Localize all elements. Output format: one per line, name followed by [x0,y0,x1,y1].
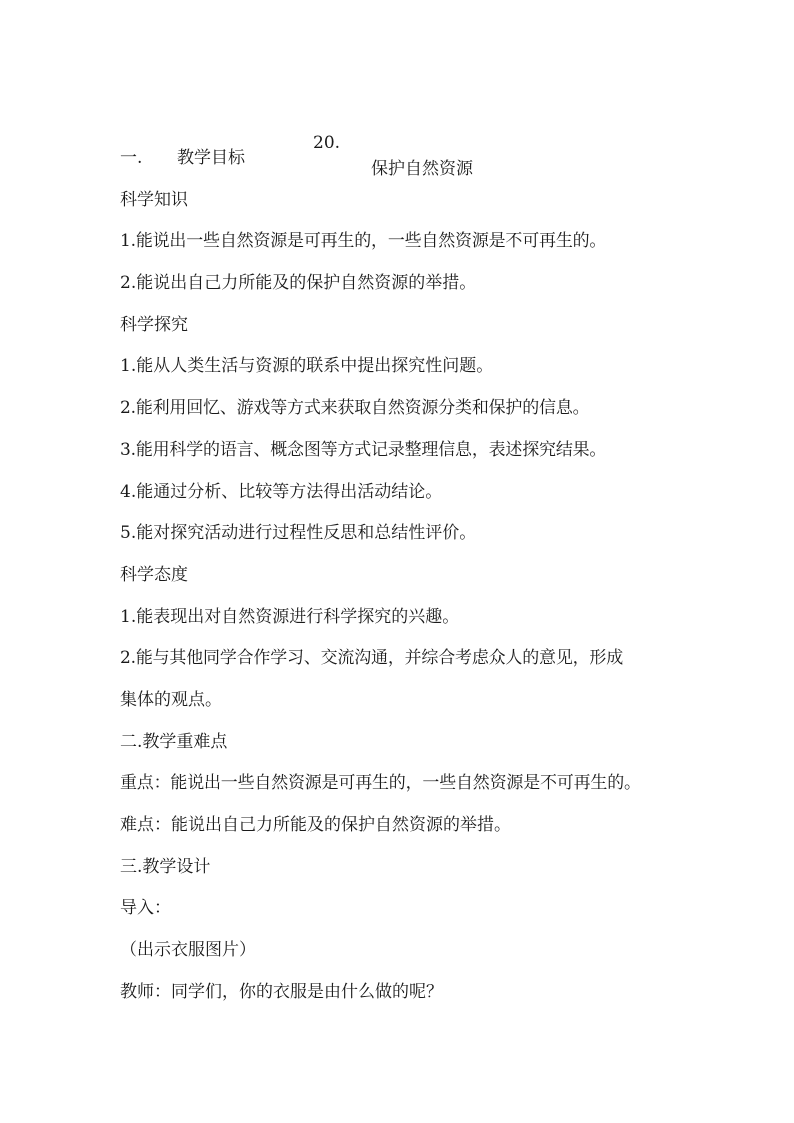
knowledge-item: 2.能说出自己力所能及的保护自然资源的举措。 [120,273,477,293]
section-heading-key-points: 二.教学重难点 [120,732,228,752]
inquiry-item: 1.能从人类生活与资源的联系中提出探究性问题。 [120,356,494,376]
inquiry-item: 4.能通过分析、比较等方法得出活动结论。 [120,482,443,502]
title-text: 保护自然资源 [371,159,473,179]
intro-heading: 导入： [120,898,171,918]
subheading-attitude: 科学态度 [120,565,188,585]
attitude-item: 2.能与其他同学合作学习、交流沟通，并综合考虑众人的意见，形成 [120,648,624,668]
title-number: 20. [313,133,341,153]
subheading-knowledge: 科学知识 [120,190,188,210]
inquiry-item: 5.能对探究活动进行过程性反思和总结性评价。 [120,523,477,543]
subheading-inquiry: 科学探究 [120,315,188,335]
section-title: 教学目标 [177,148,245,168]
knowledge-item: 1.能说出一些自然资源是可再生的，一些自然资源是不可再生的。 [120,231,607,251]
section-heading-design: 三.教学设计 [120,857,211,877]
intro-note: （出示衣服图片） [120,940,256,960]
inquiry-item: 2.能利用回忆、游戏等方式来获取自然资源分类和保护的信息。 [120,398,590,418]
attitude-item: 1.能表现出对自然资源进行科学探究的兴趣。 [120,607,460,627]
attitude-item-continued: 集体的观点。 [120,690,222,710]
section-number: 一. [120,148,143,168]
teacher-dialogue: 教师：同学们，你的衣服是由什么做的呢？ [120,982,443,1002]
key-point: 重点：能说出一些自然资源是可再生的，一些自然资源是不可再生的。 [120,773,641,793]
inquiry-item: 3.能用科学的语言、概念图等方式记录整理信息，表述探究结果。 [120,440,607,460]
difficult-point: 难点：能说出自己力所能及的保护自然资源的举措。 [120,815,511,835]
